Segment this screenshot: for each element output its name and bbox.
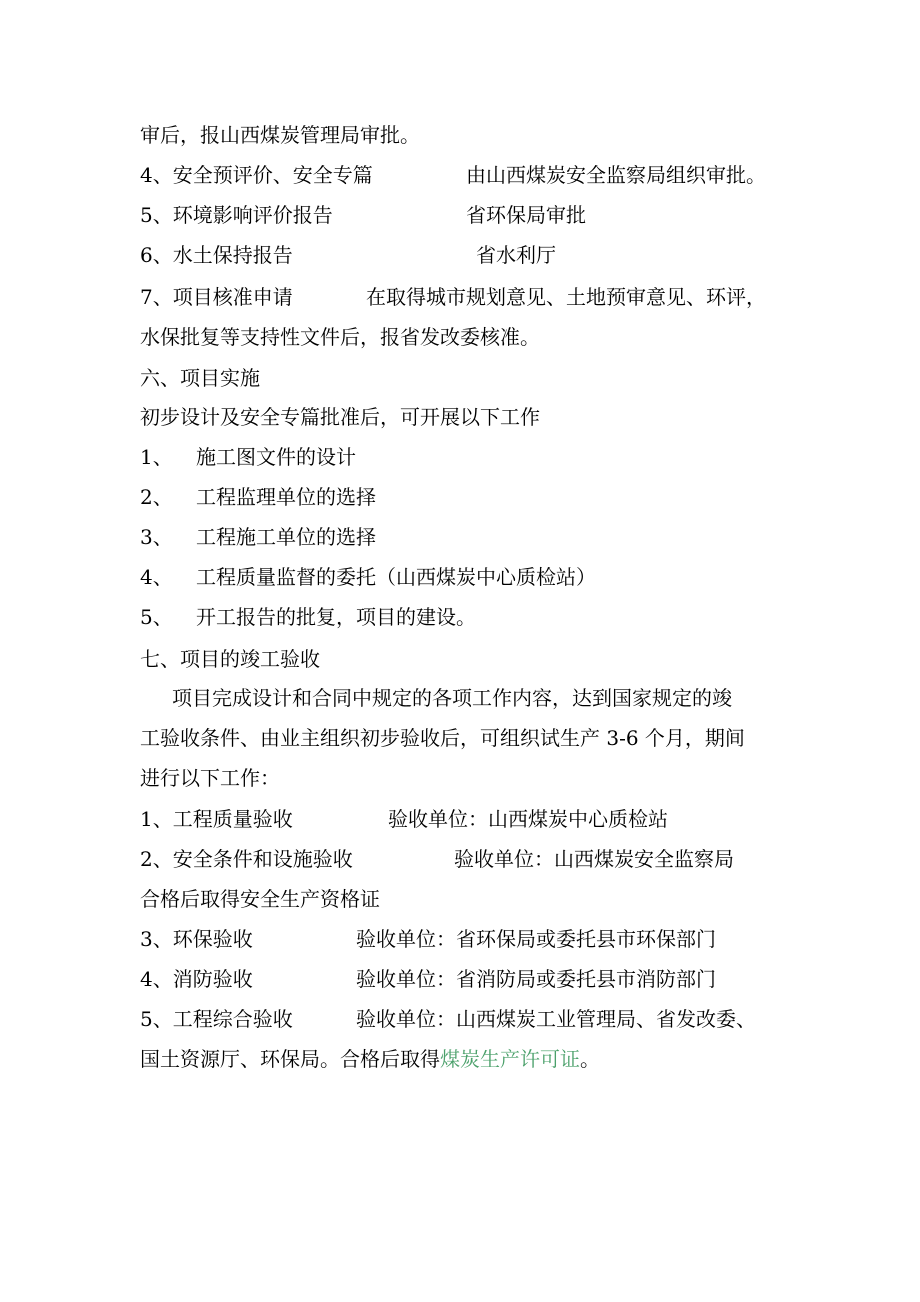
item-approval-water-label: 6、水土保持报告	[140, 243, 293, 267]
acceptance-item-detail: 验收单位：山西煤炭中心质检站	[388, 807, 668, 831]
list-item-number: 5、	[140, 605, 173, 629]
list-item-number: 1、	[140, 445, 173, 469]
acceptance-item-detail: 验收单位：山西煤炭工业管理局、省发改委、	[356, 1007, 756, 1031]
item-approval-environment-label: 5、环境影响评价报告	[140, 203, 333, 227]
acceptance-item-label: 3、环保验收	[140, 927, 253, 951]
acceptance-item-label: 4、消防验收	[140, 967, 253, 991]
item-approval-water-detail: 省水利厅	[476, 243, 556, 267]
section-heading-acceptance: 七、项目的竣工验收	[140, 647, 320, 671]
list-item-text: 工程监理单位的选择	[196, 485, 376, 509]
section-heading-implementation: 六、项目实施	[140, 366, 260, 390]
list-item-text: 开工报告的批复，项目的建设。	[196, 605, 476, 629]
list-item-text: 工程施工单位的选择	[196, 525, 376, 549]
acceptance-item-detail: 验收单位：山西煤炭安全监察局	[454, 847, 734, 871]
item-approval-safety-detail: 由山西煤炭安全监察局组织审批。	[466, 163, 766, 187]
text-line: 审后，报山西煤炭管理局审批。	[140, 123, 420, 147]
text-segment: 国土资源厅、环保局。合格后取得	[140, 1047, 440, 1071]
list-item-text: 施工图文件的设计	[196, 445, 356, 469]
item-approval-safety-label: 4、安全预评价、安全专篇	[140, 163, 373, 187]
coal-production-license-link[interactable]: 煤炭生产许可证	[440, 1047, 580, 1071]
acceptance-item-label: 1、工程质量验收	[140, 807, 293, 831]
acceptance-item-label: 2、安全条件和设施验收	[140, 847, 353, 871]
item-approval-environment-detail: 省环保局审批	[466, 203, 586, 227]
text-segment: 。	[580, 1047, 600, 1071]
list-item-number: 2、	[140, 485, 173, 509]
text-line	[140, 1045, 600, 1073]
paragraph-line: 进行以下工作：	[140, 766, 280, 790]
text-line: 初步设计及安全专篇批准后，可开展以下工作	[140, 405, 540, 429]
acceptance-item-detail: 验收单位：省环保局或委托县市环保部门	[356, 927, 716, 951]
paragraph-line: 项目完成设计和合同中规定的各项工作内容，达到国家规定的竣	[172, 686, 732, 710]
paragraph-line: 工验收条件、由业主组织初步验收后，可组织试生产 3-6 个月，期间	[140, 726, 745, 750]
acceptance-item-detail: 验收单位：省消防局或委托县市消防部门	[356, 967, 716, 991]
list-item-number: 4、	[140, 565, 173, 589]
list-item-text: 工程质量监督的委托（山西煤炭中心质检站）	[196, 565, 596, 589]
item-approval-project-label: 7、项目核准申请	[140, 285, 293, 309]
text-line: 合格后取得安全生产资格证	[140, 887, 380, 911]
list-item-number: 3、	[140, 525, 173, 549]
acceptance-item-label: 5、工程综合验收	[140, 1007, 293, 1031]
text-line: 水保批复等支持性文件后，报省发改委核准。	[140, 325, 540, 349]
item-approval-project-detail: 在取得城市规划意见、土地预审意见、环评，	[366, 285, 766, 309]
